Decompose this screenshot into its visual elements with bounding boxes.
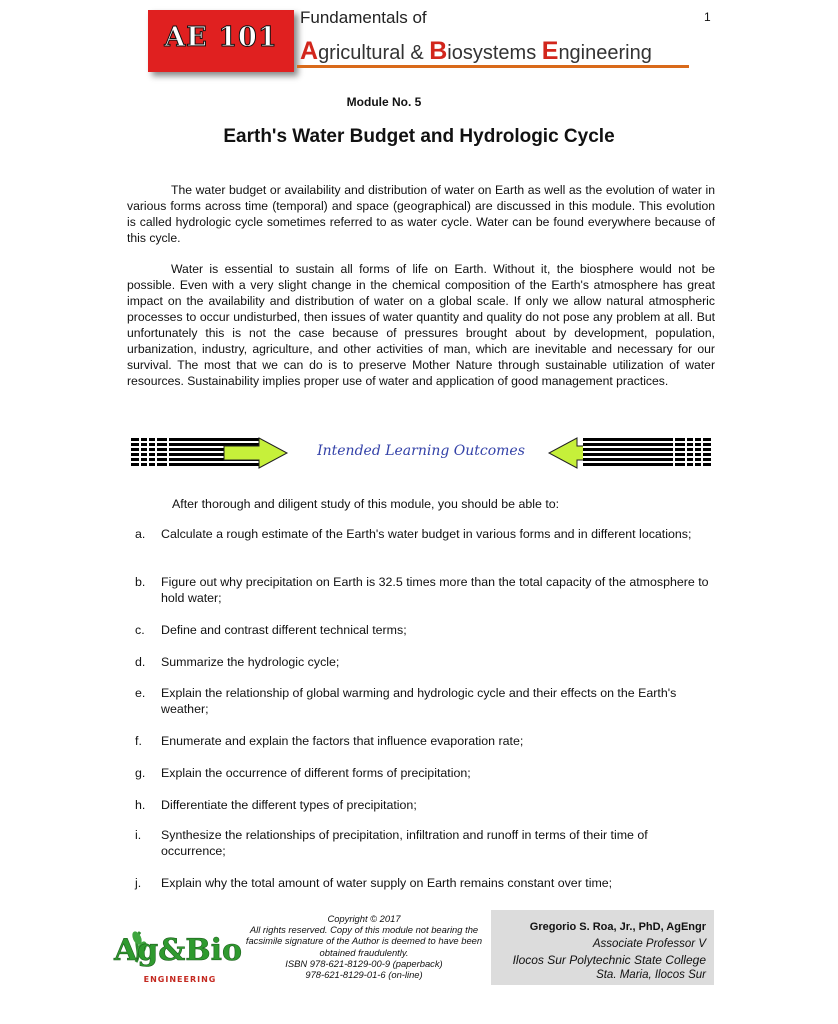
rights-notice: All rights reserved. Copy of this module not bearing the facsimile signature of the Author is deemed to have been obtained fraudulently. (245, 924, 483, 958)
outcome-letter: g. (135, 766, 146, 780)
logo-subtext: ENGINEERING (143, 975, 217, 984)
header-cap-e: E (541, 37, 559, 65)
isbn-online: 978-621-8129-01-6 (on-line) (305, 969, 423, 981)
outcome-letter: h. (135, 798, 146, 812)
outcome-text: Synthesize the relationships of precipitation, infiltration and runoff in terms of their time of occurrence; (161, 828, 648, 858)
outcomes-intro: After thorough and diligent study of this module, you should be able to: (172, 497, 560, 511)
body-paragraph-text: Water is essential to sustain all forms of life on Earth. Without it, the biosphere would not be possible. Even with a very slight change in the chemical composition of the Earth's atmosphere has great impact on the availability and distribution of water on a global scale. If only we allow natural atmospheric processes to occur undisturbed, then issues of water quantity and quality do not pose any problem at all. But unfortunately this is not the case because of pressures brought about by development, population, urbanization, industry, agriculture, and other activities of man, which are inevitable and necessary for our survival. The most that we can do is to preserve Mother Nature through sustainable utilization of water resources. Sustainability implies proper use of water and application of good management practices. (127, 262, 715, 388)
outcome-letter: e. (135, 686, 146, 700)
stripe-divider (673, 438, 675, 468)
stripe-divider (693, 438, 695, 468)
outcome-text: Explain the occurrence of different forms of precipitation; (161, 766, 471, 780)
stripe-divider (167, 438, 169, 468)
author-position: Associate Professor V (592, 938, 706, 950)
outcome-letter: i. (135, 828, 142, 842)
outcome-text: Explain the relationship of global warming and hydrologic cycle and their effects on the Earth's weather; (161, 686, 677, 716)
copyright-line: Copyright © 2017 (327, 913, 401, 924)
right-stripes (583, 438, 711, 468)
outcome-text: Calculate a rough estimate of the Earth's water budget in various forms and in different locations; (161, 527, 692, 541)
page-number: 1 (704, 10, 711, 24)
author-name: Gregorio S. Roa, Jr., PhD, AgEngr (529, 921, 706, 933)
ilo-banner (131, 435, 711, 471)
isbn-paperback: ISBN 978-621-8129-00-9 (paperback) (285, 957, 443, 969)
body-paragraph (127, 261, 715, 389)
page-title: Earth's Water Budget and Hydrologic Cycle (223, 126, 615, 147)
outcome-text: Summarize the hydrologic cycle; (161, 655, 340, 669)
author-location: Sta. Maria, Ilocos Sur (596, 969, 706, 981)
header-cap-b: B (429, 37, 448, 65)
course-code: AE 101 (164, 22, 278, 53)
author-institution: Ilocos Sur Polytechnic State College (512, 953, 706, 967)
right-arrow-icon (223, 437, 289, 469)
course-badge (148, 10, 294, 72)
header-word-engineering: ngineering (558, 42, 652, 64)
header-cap-a: A (300, 37, 319, 65)
header-rule (297, 65, 689, 68)
stripe-divider (701, 438, 703, 468)
outcome-letter: d. (135, 655, 146, 669)
outcome-text: Define and contrast different technical terms; (161, 623, 407, 637)
intro-paragraph-text: The water budget or availability and distribution of water on Earth as well as the evolution of water in various forms across time (temporal) and space (geographical) are discussed in this module. This evolution is called hydrologic cycle sometimes referred to as water cycle. Water can be found everywhere because of this cycle. (127, 183, 715, 245)
outcome-text: Explain why the total amount of water supply on Earth remains constant over time; (161, 876, 613, 890)
ilo-label: Intended Learning Outcomes (317, 443, 525, 459)
logo-text: Ag&Bio (113, 933, 243, 968)
header-word-biosystems: iosystems (447, 42, 542, 64)
header-word-agricultural: gricultural & (318, 42, 430, 64)
stripe-divider (685, 438, 687, 468)
intro-paragraph (127, 182, 715, 246)
module-number: Module No. 5 (346, 95, 422, 109)
outcome-letter: c. (135, 623, 145, 637)
stripe-divider (139, 438, 141, 468)
outcome-letter: b. (135, 575, 146, 589)
copyright-block (242, 913, 486, 980)
author-box (491, 910, 714, 985)
course-header (297, 8, 689, 68)
outcome-text: Figure out why precipitation on Earth is 32.5 times more than the total capacity of the atmosphere to hold water; (161, 575, 709, 605)
outcome-text: Enumerate and explain the factors that influence evaporation rate; (161, 734, 524, 748)
stripe-divider (155, 438, 157, 468)
outcome-letter: a. (135, 527, 146, 541)
outcome-letter: j. (135, 876, 142, 890)
agbio-logo (113, 916, 243, 990)
outcome-letter: f. (135, 734, 142, 748)
outcome-text: Differentiate the different types of precipitation; (161, 798, 417, 812)
header-title (300, 37, 652, 66)
header-subtitle: Fundamentals of (300, 8, 427, 27)
stripe-divider (147, 438, 149, 468)
